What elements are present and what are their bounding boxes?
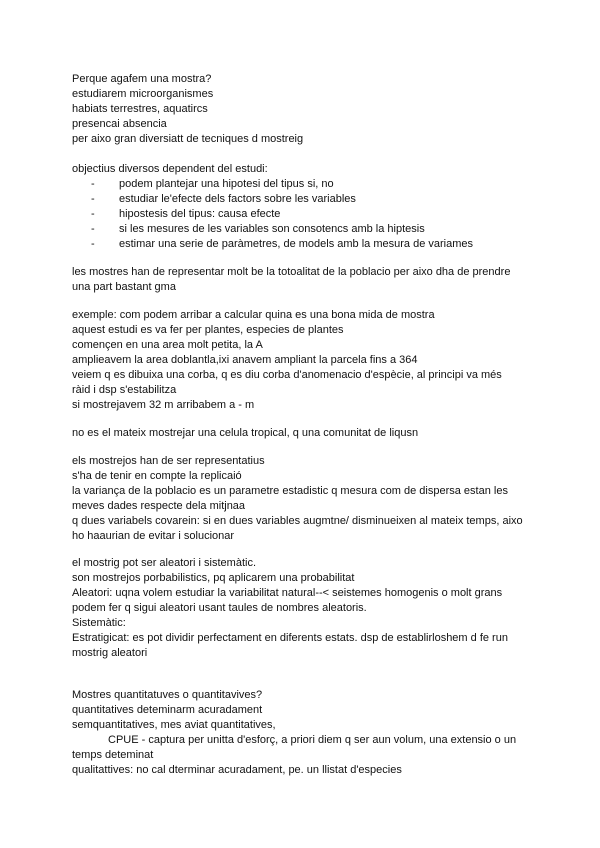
text-line: ràid i dsp s'estabilitza <box>72 384 177 396</box>
text-line: amplieavem la area doblantla,ixi anavem ampliant la parcela fins a 364 <box>72 354 418 366</box>
bullet-item: estimar una serie de paràmetres, de models amb la mesura de variames <box>119 238 473 250</box>
text-line: Estratigicat: es pot dividir perfectament en diferents estats. dsp de establirloshem d fe run <box>72 632 508 644</box>
bullet-mark: - <box>91 208 95 220</box>
text-line: estudiarem microorganismes <box>72 88 214 100</box>
text-line: q dues variabels covarein: si en dues variables augmtne/ disminueixen al mateix temps, aixo <box>72 515 523 527</box>
text-line: per aixo gran diversiatt de tecniques d mostreig <box>72 133 304 145</box>
bullet-mark: - <box>91 193 95 205</box>
objectives-heading: objectius diversos dependent del estudi: <box>72 163 268 175</box>
text-line: habiats terrestres, aquatircs <box>72 103 208 115</box>
text-line: veiem q es dibuixa una corba, q es diu corba d'anomenacio d'espècie, al principi va més <box>72 369 502 381</box>
text-line: podem fer q sigui aleatori usant taules de nombres aleatoris. <box>72 602 367 614</box>
text-line: el mostrig pot ser aleatori i sistemàtic. <box>72 557 257 569</box>
text-line: presencai absencia <box>72 118 167 130</box>
text-line: CPUE - captura per unitta d'esforç, a priori diem q ser aun volum, una extensio o un <box>108 734 517 746</box>
section-title: Mostres quantitatuves o quantitavives? <box>72 689 263 701</box>
text-line: s'ha de tenir en compte la replicaió <box>72 470 242 482</box>
text-line: temps deteminat <box>72 749 154 761</box>
bullet-item: estudiar le'efecte dels factors sobre les variables <box>119 193 356 205</box>
text-line: ho haaurian de evitar i solucionar <box>72 530 235 542</box>
bullet-mark: - <box>91 223 95 235</box>
text-line: qualitattives: no cal dterminar acuradament, pe. un llistat d'especies <box>72 764 402 776</box>
text-line: començen en una area molt petita, la A <box>72 339 263 351</box>
text-line: les mostres han de representar molt be la totoalitat de la poblacio per aixo dha de prendre <box>72 266 511 278</box>
bullet-item: si les mesures de les variables son consotencs amb la hiptesis <box>119 223 425 235</box>
text-line: mostrig aleatori <box>72 647 148 659</box>
text-line: Sistemàtic: <box>72 617 126 629</box>
text-line: la variança de la poblacio es un parametre estadistic q mesura com de dispersa estan les <box>72 485 508 497</box>
bullet-item: podem plantejar una hipotesi del tipus si, no <box>119 178 334 190</box>
bullet-mark: - <box>91 238 95 250</box>
bullet-mark: - <box>91 178 95 190</box>
text-line: els mostrejos han de ser representatius <box>72 455 265 467</box>
text-line: una part bastant gma <box>72 281 176 293</box>
bullet-item: hipostesis del tipus: causa efecte <box>119 208 281 220</box>
text-line: son mostrejos porbabilistics, pq aplicarem una probabilitat <box>72 572 355 584</box>
text-line: exemple: com podem arribar a calcular quina es una bona mida de mostra <box>72 309 435 321</box>
text-line: no es el mateix mostrejar una celula tropical, q una comunitat de liqusn <box>72 427 419 439</box>
text-line: meves dades respecte dela mitjnaa <box>72 500 246 512</box>
text-line: quantitatives deteminarm acuradament <box>72 704 263 716</box>
text-line: semquantitatives, mes aviat quantitatives, <box>72 719 276 731</box>
text-line: si mostrejavem 32 m arribabem a - m <box>72 399 255 411</box>
section-title: Perque agafem una mostra? <box>72 73 212 85</box>
text-line: aquest estudi es va fer per plantes, especies de plantes <box>72 324 344 336</box>
text-line: Aleatori: uqna volem estudiar la variabilitat natural--< seistemes homogenis o molt grans <box>72 587 503 599</box>
